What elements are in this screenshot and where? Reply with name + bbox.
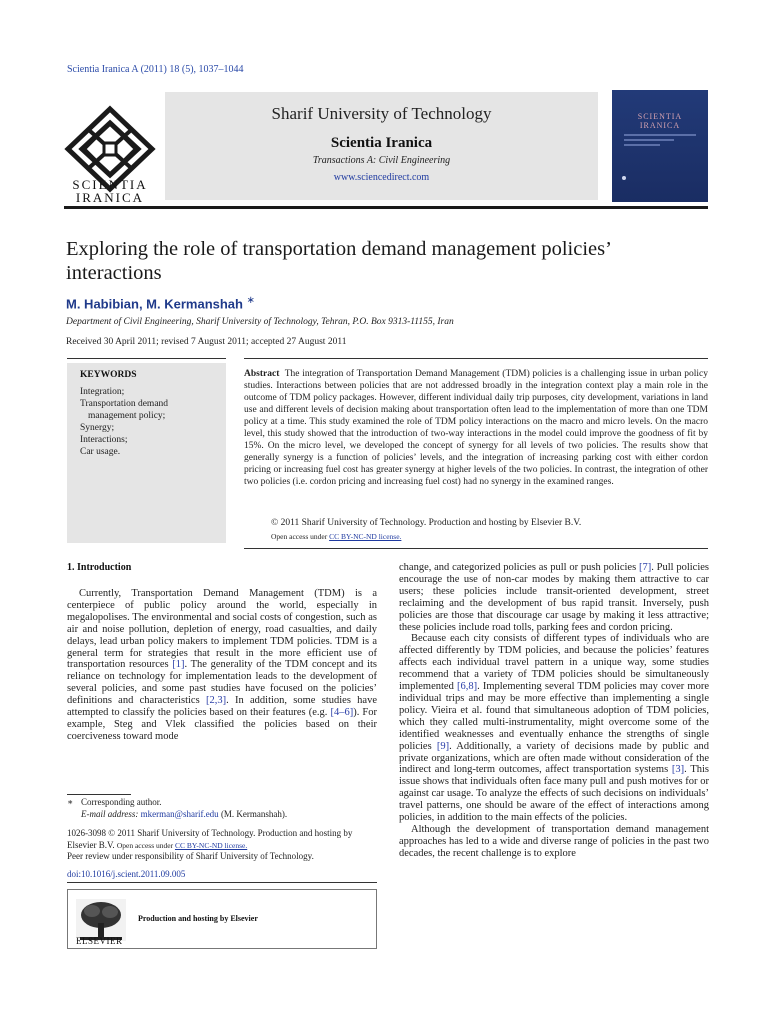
header-rule [64, 206, 708, 209]
license-link[interactable]: CC BY-NC-ND license. [174, 840, 248, 850]
text-run: . The generality of the TDM concept and its reliance on technology for implementation leads to the development of several policies, and some past studies have focused on the policies’ definitions and characteristics [67, 659, 378, 707]
corresponding-author-mark[interactable]: ∗ [246, 295, 255, 306]
keywords-heading: KEYWORDS [80, 370, 137, 380]
citation-link[interactable]: [2,3] [205, 695, 227, 707]
journal-name: Scientia Iranica [330, 135, 433, 151]
paragraph [67, 588, 377, 743]
article-title: Exploring the role of transportation demand management policies’ interactions [66, 238, 611, 284]
article-dates: Received 30 April 2011; revised 7 August 2011; accepted 27 August 2011 [66, 337, 347, 347]
text-run: Elsevier B.V. [67, 839, 117, 850]
logo-text [64, 178, 156, 204]
text-run: . Implementing several TDM policies may cover more individual trips and may be more effective than implementing a single policy. Vieira et al. found that simultaneous adoption of TDM policies, which they called multi-instrumentality, might overcome some of the identified weaknesses and eventually enhance the strengths of single policies [399, 681, 709, 752]
citation-link[interactable]: [1] [172, 659, 185, 671]
email-owner: (M. Kermanshah). [220, 808, 288, 819]
text-run: . This issue shows that individuals often face many pull and push motives for or against car usage. To analyze the effects of such decisions on individuals’ travel patterns, one should be aware of the effect of interactions among policies, in addition to the main effects of the policies. [399, 764, 709, 824]
email-link[interactable]: mkerman@sharif.edu [140, 808, 219, 819]
text-run: . In addition, some studies have attempted to classify the policies based on their features (e.g. [67, 695, 378, 719]
journal-cover-image [612, 90, 708, 202]
article-authors [66, 295, 255, 311]
author-names: M. Habibian, M. Kermanshah [66, 296, 243, 312]
logo-text-line2: IRANICA [75, 190, 145, 205]
keywords-rule [67, 358, 226, 359]
email-label: E-mail address: [81, 808, 139, 819]
abstract-label: Abstract [244, 369, 280, 379]
paragraph [399, 562, 709, 633]
doi-rule [67, 882, 377, 883]
license-link[interactable]: CC BY-NC-ND license. [329, 532, 402, 541]
journal-section: Transactions A: Civil Engineering [312, 155, 451, 166]
open-access-prefix: Open access under [271, 532, 330, 541]
text-run: . Pull policies encourage the use of non-car modes by making them attractive to car users; these policies include transit-oriented development, street reclaiming and the development of bus rapid transit. Inversely, push policies are those that discourage car usage by making it less attractive; these policies include road tolls, parking fees and cordon pricing. [399, 562, 709, 633]
abstract-text: The integration of Transportation Demand Management (TDM) policies is a challenging issue in urban policy studies. Interactions between policies that are not addressed broadly in the integration context play a main role in the outcome of TDM policy packages. However, different individual daily trip purposes, city development, variations in land use and different levels of decision making about transportation often lead to the implementation of more than one TDM policy at a time. This study examined the role of TDM policy interactions on the macro and micro levels. On the macro level, this study showed that the introduction of two-way interactions in the model could improve the goodness of fit by 15%. On the micro level, we developed the concept of synergy for all levels of two policies. The results show that generally synergy is a function of policies’ levels, and the integration of increasing parking cost with either cordon pricing or increasing fuel cost has greater synergy at higher levels of the two policies. In contrast, the integration of other two policies (i.e. cordon pricing and increasing fuel cost) had no synergy in the examined ranges. [244, 369, 708, 487]
keywords-list [80, 386, 220, 458]
corresponding-footnote [67, 797, 387, 820]
journal-citation: Scientia Iranica A (2011) 18 (5), 1037–1044 [67, 64, 244, 75]
elsevier-wordmark: ELSEVIER [76, 936, 123, 946]
hosting-statement: Production and hosting by Elsevier [138, 914, 258, 923]
keyword: Transportation demand [80, 399, 169, 409]
cover-subtitle-lines [624, 134, 696, 152]
text-run: change, and categorized policies as pull or push policies [399, 562, 639, 573]
citation-link[interactable]: [9] [436, 740, 450, 752]
issn-block [67, 828, 387, 863]
footnote-star: ∗ [67, 797, 74, 807]
doi-link[interactable]: doi:10.1016/j.scient.2011.09.005 [67, 869, 186, 879]
issn-line [67, 840, 387, 852]
citation-link[interactable]: [6,8] [456, 681, 478, 693]
keyword: Interactions; [80, 435, 128, 445]
cover-title [620, 112, 700, 130]
keyword: Integration; [80, 387, 125, 397]
citation-link[interactable]: [4–6] [330, 707, 354, 719]
abstract-copyright: © 2011 Sharif University of Technology. Production and hosting by Elsevier B.V. [271, 518, 582, 528]
footnote-line [67, 809, 387, 821]
footnote-line [67, 797, 387, 809]
citation-link[interactable]: [3] [671, 764, 685, 776]
cover-emblem [622, 176, 626, 180]
peer-review-line: Peer review under responsibility of Sharif University of Technology. [67, 851, 314, 861]
section-heading-introduction: 1. Introduction [67, 562, 132, 573]
text-run: Open access under [116, 840, 175, 850]
citation-link[interactable]: [7] [638, 562, 652, 573]
abstract-rule [244, 358, 708, 359]
cover-title-line2: IRANICA [639, 121, 681, 130]
text-run: . Additionally, a variety of decisions made by public and private organizations, which are often made without consideration of the indirect and long-term outcomes, affect transportation systems [399, 740, 709, 776]
text-run: Because each city consists of different types of individuals who are affected differently by TDM policies, and because the policies’ features affects each individual travel pattern in a unique way, some studies recommend that a variety of TDM policies should be simultaneously implemented [399, 633, 709, 693]
issn-line: 1026-3098 © 2011 Sharif University of Technology. Production and hosting by [67, 828, 353, 838]
abstract [244, 368, 708, 488]
footnote-text: Corresponding author. [81, 797, 162, 807]
keyword-continued: management policy; [88, 411, 166, 421]
university-name: Sharif University of Technology [271, 104, 492, 123]
body-column-right [399, 562, 709, 860]
keyword: Car usage. [80, 447, 121, 457]
text-run: ). For example, Steg and Vlek classified the policies based on their coerciveness toward mode [67, 707, 377, 742]
abstract-bottom-rule [244, 548, 708, 549]
text-run: Currently, Transportation Demand Management (TDM) is a centerpiece of public policy around the world, especially in megalopolises. The environmental and social costs of congestion, such as air and noise pollution, depletion of energy, road casualties, and daily delays, lead urban policy makers to implement TDM policies. TDM is a general term for strategies that result in the more efficient use of transportation resources [67, 588, 377, 671]
footnote-rule [67, 794, 131, 795]
logo-text-line1: SCIENTIA [72, 177, 148, 192]
paragraph: Although the development of transportation demand management approaches has led to a wide and diverse range of policies in the past two decades, the recent challenge is to explore [399, 823, 709, 859]
journal-website-link[interactable]: www.sciencedirect.com [333, 172, 430, 183]
author-affiliation: Department of Civil Engineering, Sharif University of Technology, Tehran, P.O. Box 9313-11155, Iran [66, 317, 454, 327]
paragraph [399, 633, 709, 824]
open-access-note [271, 532, 401, 541]
body-column-left [67, 588, 377, 743]
keyword: Synergy; [80, 423, 115, 433]
cover-title-line1: SCIENTIA [637, 112, 683, 121]
